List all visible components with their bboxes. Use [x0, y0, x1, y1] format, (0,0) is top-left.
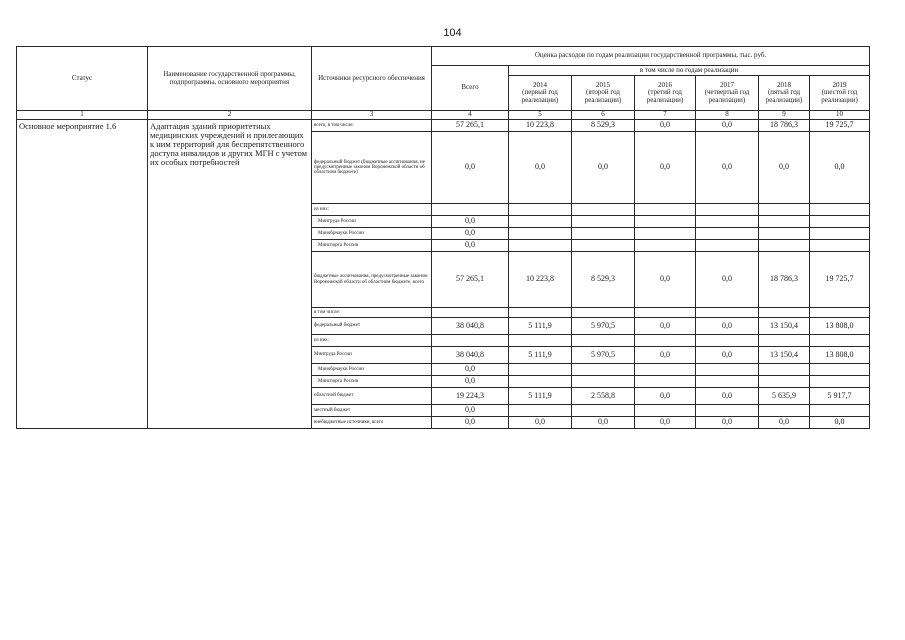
year-value-cell: 5 111,9 — [509, 388, 572, 405]
column-number: 1 — [17, 111, 148, 120]
year-value-cell — [759, 228, 810, 240]
header-by-years: в том числе по годам реализации — [509, 66, 870, 76]
source-cell: Минтруда России — [312, 216, 432, 228]
year-value-cell — [509, 216, 572, 228]
year-value-cell — [572, 376, 635, 388]
year-value-cell — [810, 216, 870, 228]
year-value-cell: 0,0 — [635, 318, 696, 335]
header-year-2018 — [759, 76, 810, 111]
total-value-cell: 0,0 — [432, 364, 509, 376]
year-value-cell — [696, 335, 759, 347]
source-cell: из них: — [312, 204, 432, 216]
year-value-cell — [759, 240, 810, 252]
year-value-cell: 0,0 — [696, 120, 759, 132]
year-value-cell: 5 111,9 — [509, 318, 572, 335]
year-value-cell — [635, 364, 696, 376]
source-cell: в том числе: — [312, 308, 432, 318]
year-value: 2019 — [832, 80, 847, 89]
source-cell: Минтруда России — [312, 347, 432, 364]
year-value-cell: 0,0 — [759, 132, 810, 204]
year-value-cell — [509, 204, 572, 216]
year-value-cell — [696, 240, 759, 252]
year-label: (шестой год реализации) — [821, 88, 858, 104]
column-number: 10 — [810, 111, 870, 120]
year-value-cell — [635, 204, 696, 216]
year-value-cell — [696, 405, 759, 417]
year-value-cell: 5 917,7 — [810, 388, 870, 405]
year-value-cell — [696, 204, 759, 216]
year-value-cell — [635, 376, 696, 388]
header-status: Статус — [17, 47, 148, 111]
total-value-cell: 57 265,1 — [432, 120, 509, 132]
column-number: 3 — [312, 111, 432, 120]
source-cell: Минспорта России — [312, 376, 432, 388]
year-value-cell: 0,0 — [572, 132, 635, 204]
source-cell: бюджетные ассигнования, предусмотренные законом Воронежской области об областном бюджете, всего — [312, 252, 432, 308]
year-value-cell — [759, 376, 810, 388]
year-value-cell — [759, 335, 810, 347]
total-value-cell: 0,0 — [432, 228, 509, 240]
year-value-cell — [810, 364, 870, 376]
year-value-cell — [696, 228, 759, 240]
year-value-cell: 0,0 — [635, 132, 696, 204]
year-label: (третий год реализации) — [646, 88, 684, 104]
source-cell: федеральный бюджет (бюджетные ассигнования, не предусмотренные законом Воронежской области об областном бюджете) — [312, 132, 432, 204]
total-value-cell: 0,0 — [432, 405, 509, 417]
source-cell: всего, в том числе: — [312, 120, 432, 132]
year-value: 2017 — [720, 80, 734, 89]
header-estimate: Оценка расходов по годам реализации государственной программы, тыс. руб. — [432, 47, 870, 66]
source-cell: Минобрнауки России — [312, 364, 432, 376]
year-value-cell — [696, 216, 759, 228]
year-value-cell — [572, 405, 635, 417]
year-value-cell — [572, 335, 635, 347]
year-value-cell — [572, 308, 635, 318]
year-value-cell — [509, 364, 572, 376]
total-value-cell: 0,0 — [432, 216, 509, 228]
total-value-cell: 19 224,3 — [432, 388, 509, 405]
total-value-cell: 38 040,8 — [432, 347, 509, 364]
total-value-cell: 0,0 — [432, 132, 509, 204]
year-value-cell: 0,0 — [635, 120, 696, 132]
header-sources: Источники ресурсного обеспечения — [312, 47, 432, 111]
year-value-cell: 13 808,0 — [810, 347, 870, 364]
year-value-cell: 0,0 — [696, 252, 759, 308]
year-value-cell: 0,0 — [759, 417, 810, 429]
column-number: 6 — [572, 111, 635, 120]
header-year-2015 — [572, 76, 635, 111]
year-label: (пятый год реализации) — [765, 88, 803, 104]
year-value-cell — [810, 376, 870, 388]
total-value-cell — [432, 204, 509, 216]
year-value-cell: 8 529,3 — [572, 120, 635, 132]
year-value-cell: 0,0 — [810, 417, 870, 429]
year-value: 2018 — [777, 80, 791, 89]
year-value-cell — [759, 405, 810, 417]
header-total: Всего — [432, 66, 509, 111]
year-value: 2014 — [533, 80, 547, 89]
column-number: 2 — [148, 111, 312, 120]
year-value-cell: 13 150,4 — [759, 318, 810, 335]
year-value: 2015 — [596, 80, 610, 89]
year-value-cell: 8 529,3 — [572, 252, 635, 308]
year-value-cell — [572, 228, 635, 240]
year-value-cell — [810, 335, 870, 347]
year-value-cell — [635, 405, 696, 417]
header-year-2017 — [696, 76, 759, 111]
year-value-cell: 19 725,7 — [810, 120, 870, 132]
year-value-cell — [810, 308, 870, 318]
year-value: 2016 — [658, 80, 672, 89]
year-value-cell: 0,0 — [696, 132, 759, 204]
year-value-cell: 2 558,8 — [572, 388, 635, 405]
source-cell: федеральный бюджет — [312, 318, 432, 335]
year-value-cell: 13 808,0 — [810, 318, 870, 335]
year-value-cell: 19 725,7 — [810, 252, 870, 308]
year-value-cell — [696, 364, 759, 376]
year-value-cell — [635, 228, 696, 240]
status-cell: Основное мероприятие 1.6 — [17, 120, 148, 429]
year-value-cell — [572, 204, 635, 216]
column-number: 5 — [509, 111, 572, 120]
year-value-cell — [635, 335, 696, 347]
year-label: (первый год реализации) — [521, 88, 559, 104]
year-value-cell — [810, 405, 870, 417]
year-value-cell — [810, 240, 870, 252]
year-value-cell: 18 786,3 — [759, 252, 810, 308]
header-year-2016 — [635, 76, 696, 111]
year-value-cell — [759, 364, 810, 376]
year-label: (четвертый год реализации) — [704, 88, 750, 104]
column-number: 9 — [759, 111, 810, 120]
year-value-cell: 0,0 — [635, 417, 696, 429]
total-value-cell: 57 265,1 — [432, 252, 509, 308]
year-value-cell — [509, 335, 572, 347]
year-value-cell — [635, 216, 696, 228]
year-value-cell: 18 786,3 — [759, 120, 810, 132]
total-value-cell — [432, 308, 509, 318]
total-value-cell — [432, 335, 509, 347]
total-value-cell: 38 040,8 — [432, 318, 509, 335]
year-value-cell: 0,0 — [635, 388, 696, 405]
total-value-cell: 0,0 — [432, 417, 509, 429]
source-cell: областной бюджет — [312, 388, 432, 405]
source-cell: Минобрнауки России — [312, 228, 432, 240]
program-name-cell: Адаптация зданий приоритетных медицинских учреждений и прилегающих к ним территорий для беспрепятственного доступа инвалидов и других МГН с учетом их особых потребностей — [148, 120, 312, 429]
header-year-2019 — [810, 76, 870, 111]
table-row — [17, 120, 870, 132]
year-value-cell: 5 635,9 — [759, 388, 810, 405]
year-value-cell: 13 150,4 — [759, 347, 810, 364]
year-value-cell — [759, 216, 810, 228]
year-value-cell: 5 111,9 — [509, 347, 572, 364]
source-cell: Минспорта России — [312, 240, 432, 252]
header-year-2014 — [509, 76, 572, 111]
source-cell: из них: — [312, 335, 432, 347]
year-value-cell — [509, 405, 572, 417]
year-value-cell — [810, 228, 870, 240]
year-value-cell: 10 223,8 — [509, 120, 572, 132]
source-cell: местный бюджет — [312, 405, 432, 417]
year-value-cell — [635, 308, 696, 318]
year-value-cell — [759, 308, 810, 318]
total-value-cell: 0,0 — [432, 240, 509, 252]
year-value-cell: 0,0 — [810, 132, 870, 204]
year-value-cell — [509, 308, 572, 318]
year-value-cell — [696, 376, 759, 388]
year-value-cell — [572, 364, 635, 376]
page-number: 104 — [443, 27, 462, 39]
column-number: 8 — [696, 111, 759, 120]
year-value-cell: 0,0 — [696, 388, 759, 405]
year-value-cell: 0,0 — [696, 417, 759, 429]
total-value-cell: 0,0 — [432, 376, 509, 388]
year-value-cell — [509, 240, 572, 252]
year-value-cell — [572, 240, 635, 252]
source-cell: внебюджетные источники, всего — [312, 417, 432, 429]
year-value-cell — [509, 228, 572, 240]
expenditure-table — [16, 46, 870, 429]
year-value-cell: 10 223,8 — [509, 252, 572, 308]
year-value-cell: 5 970,5 — [572, 347, 635, 364]
year-value-cell — [509, 376, 572, 388]
header-name: Наименование государственной программы, подпрограммы, основного мероприятия — [148, 47, 312, 111]
year-value-cell — [696, 308, 759, 318]
column-number: 7 — [635, 111, 696, 120]
year-value-cell: 0,0 — [635, 252, 696, 308]
year-value-cell: 0,0 — [635, 347, 696, 364]
year-value-cell — [759, 204, 810, 216]
column-number: 4 — [432, 111, 509, 120]
year-value-cell: 5 970,5 — [572, 318, 635, 335]
year-value-cell — [810, 204, 870, 216]
year-label: (второй год реализации) — [584, 88, 622, 104]
year-value-cell: 0,0 — [572, 417, 635, 429]
year-value-cell — [635, 240, 696, 252]
year-value-cell: 0,0 — [509, 417, 572, 429]
year-value-cell: 0,0 — [696, 318, 759, 335]
year-value-cell — [572, 216, 635, 228]
year-value-cell: 0,0 — [696, 347, 759, 364]
year-value-cell: 0,0 — [509, 132, 572, 204]
